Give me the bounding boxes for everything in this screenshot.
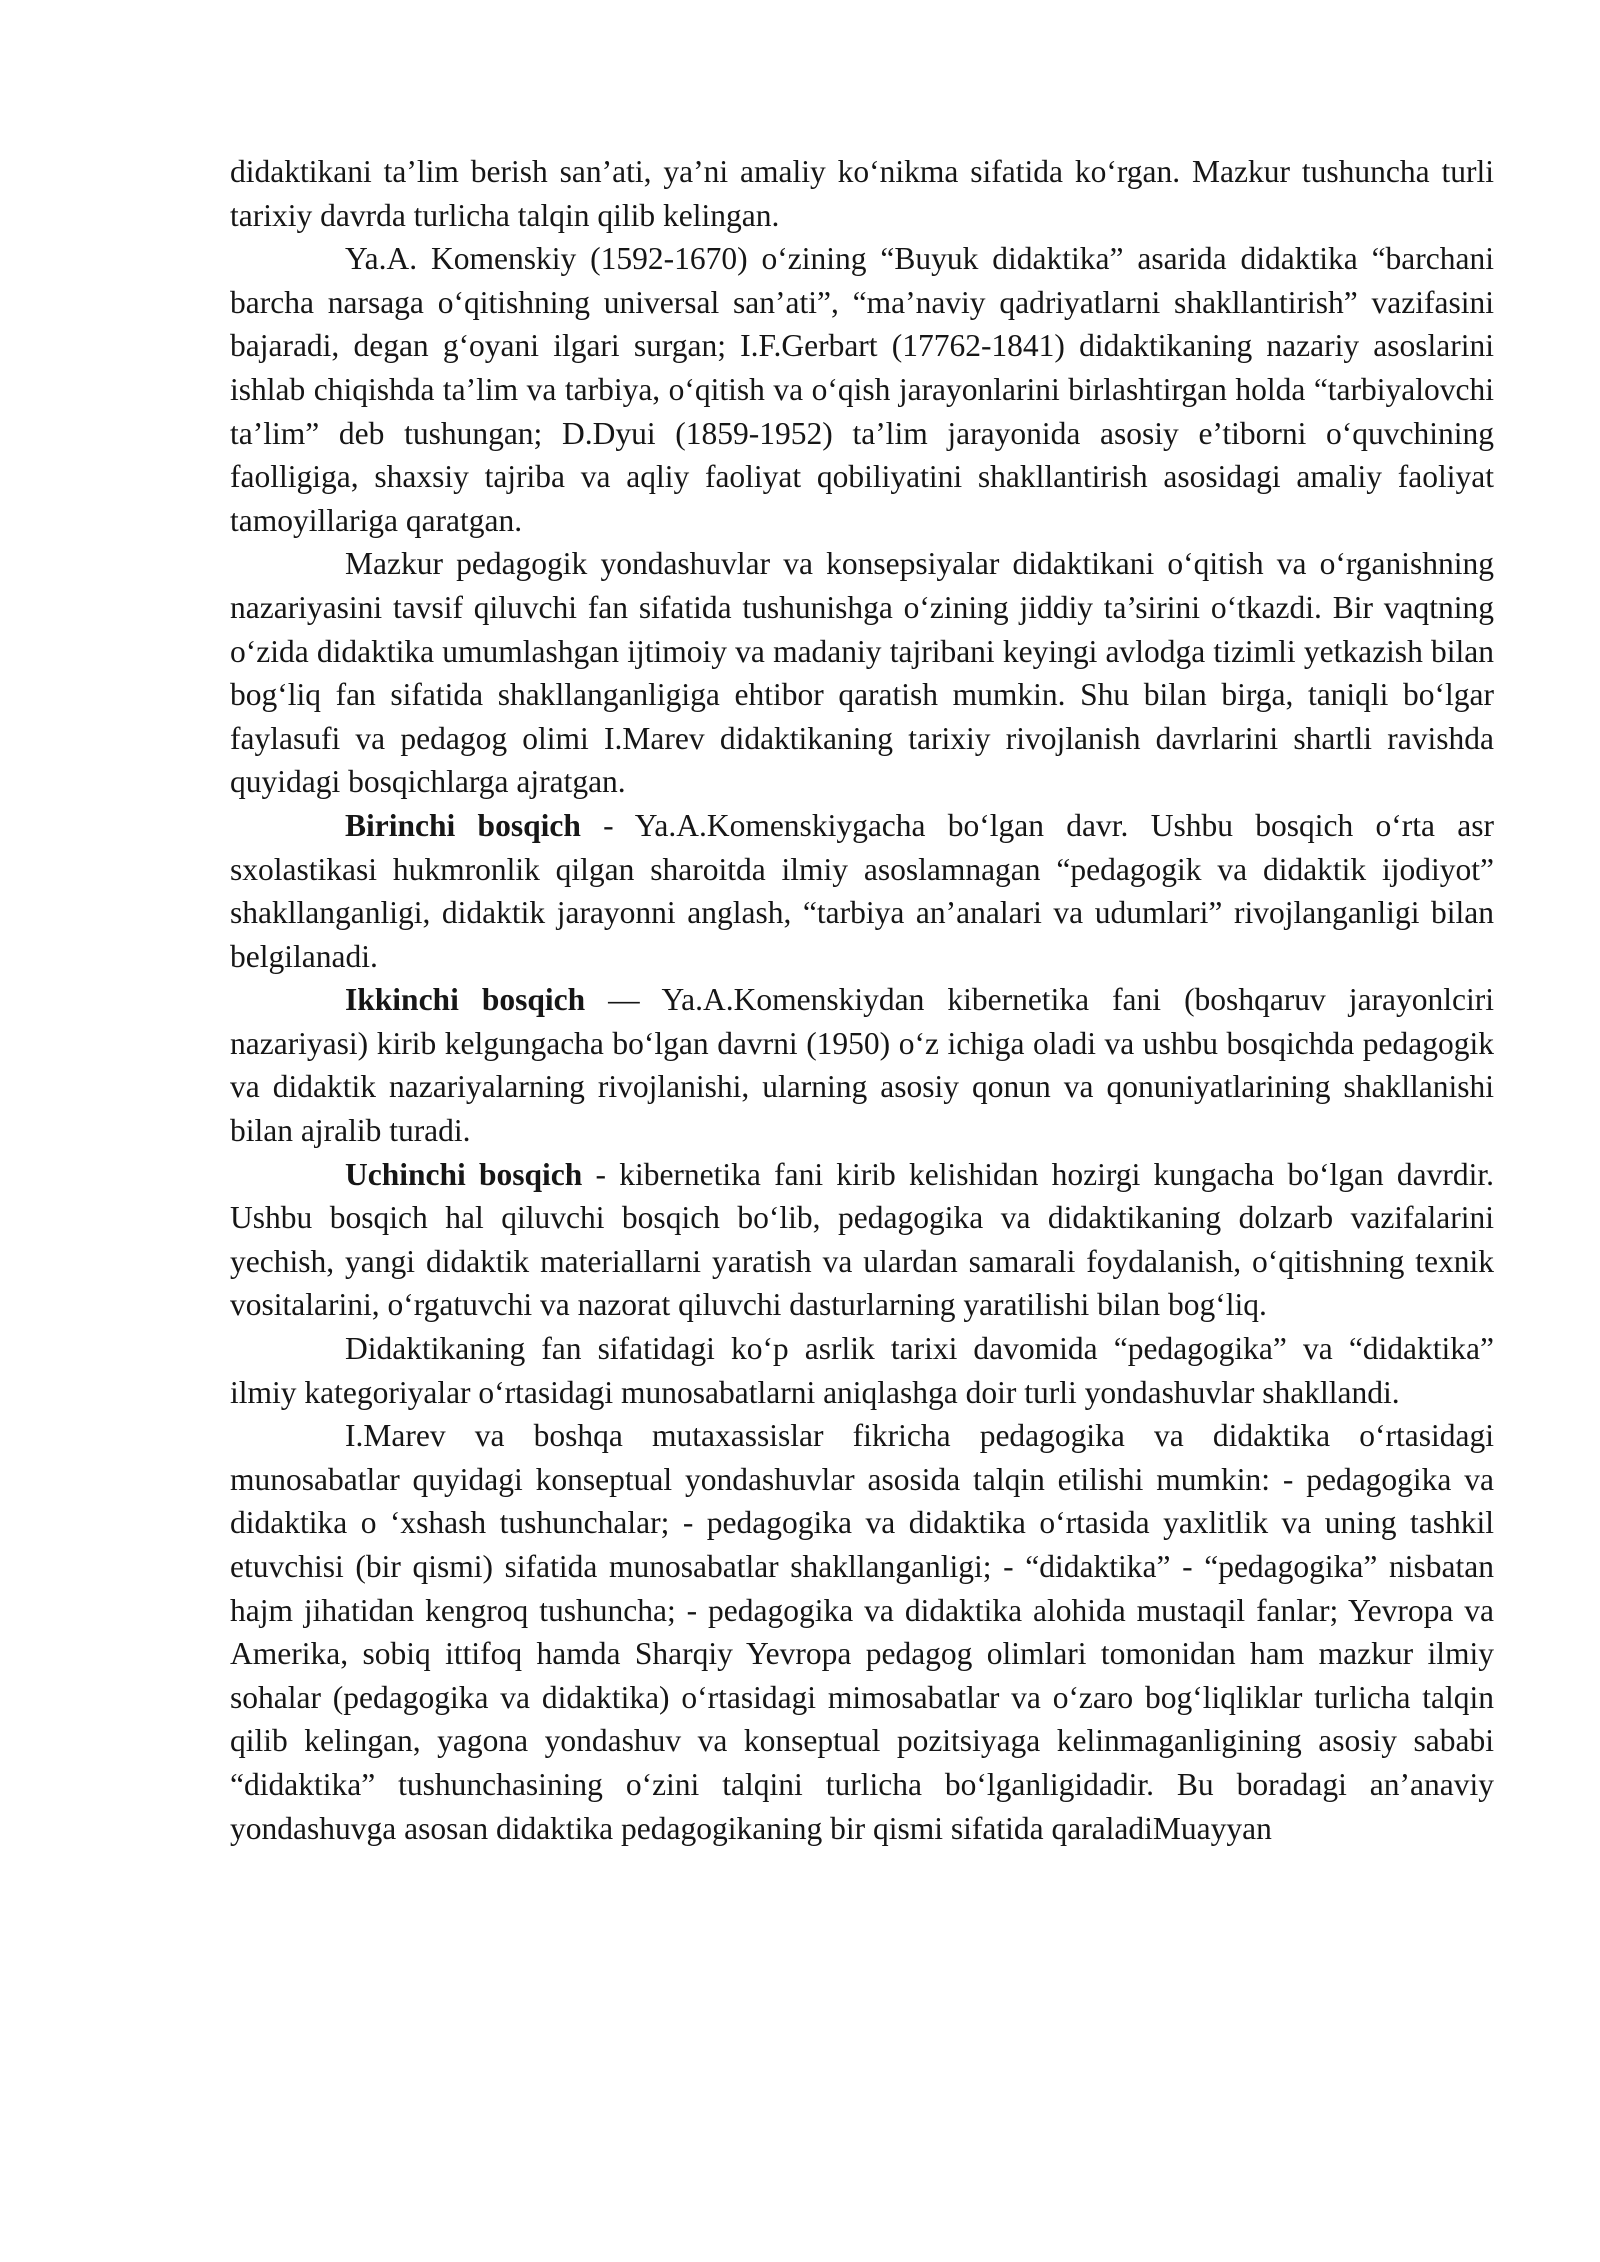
paragraph-text: Mazkur pedagogik yondashuvlar va konsepsiyalar didaktikani o‘qitish va o‘rganishning nazariyasini tavsif qiluvchi fan sifatida tushunishga o‘zining jiddiy ta’sirini o‘tkazdi. Bir vaqtning o‘zida didaktika umumlashgan ijtimoiy va madaniy tajribani keyingi avlodga tizimli yetkazish bilan bog‘liq fan sifatida shakllanganligiga ehtibor qaratish mumkin. Shu bilan birga, taniqli bo‘lgar faylasufi va pedagog olimi I.Marev didaktikaning tarixiy rivojlanish davrlarini shartli ravishda quyidagi bosqichlarga ajratgan. — [230, 546, 1494, 800]
stage-heading: Ikkinchi bosqich — [345, 982, 586, 1018]
paragraph-stage-one — [230, 804, 1494, 978]
paragraph-text: didaktikani ta’lim berish san’ati, ya’ni amaliy ko‘nikma sifatida ko‘rgan. Mazkur tushuncha turli tarixiy davrda turlicha talqin qilib kelingan. — [230, 154, 1494, 233]
paragraph-history — [230, 1327, 1494, 1414]
paragraph-stage-two — [230, 978, 1494, 1152]
document-page — [230, 150, 1494, 1850]
paragraph-text: Ya.A. Komenskiy (1592-1670) o‘zining “Buyuk didaktika” asarida didaktika “barchani barcha narsaga o‘qitishning universal san’ati”, “ma’naviy qadriyatlarni shakllantirish” vazifasini bajaradi, degan g‘oyani ilgari surgan; I.F.Gerbart (17762-1841) didaktikaning nazariy asoslarini ishlab chiqishda ta’lim va tarbiya, o‘qitish va o‘qish jarayonlarini birlashtirgan holda “tarbiyalovchi ta’lim” deb tushungan; D.Dyui (1859-1952) ta’lim jarayonida asosiy e’tiborni o‘quvchining faolligiga, shaxsiy tajriba va aqliy faoliyat qobiliyatini shakllantirish asosidagi amaliy faoliyat tamoyillariga qaratgan. — [230, 241, 1494, 538]
paragraph-text: - kibernetika fani kirib kelishidan hozirgi kungacha bo‘lgan davrdir. Ushbu bosqich hal qiluvchi bosqich bo‘lib, pedagogika va didaktikaning dolzarb vazifalarini yechish, yangi didaktik materiallarni yaratish va ulardan samarali foydalanish, o‘qitishning texnik vositalarini, o‘rgatuvchi va nazorat qiluvchi dasturlarning yaratilishi bilan bog‘liq. — [230, 1156, 1494, 1323]
paragraph-text: I.Marev va boshqa mutaxassislar fikricha pedagogika va didaktika o‘rtasidagi munosabatlar quyidagi konseptual yondashuvlar asosida talqin etilishi mumkin: - pedagogika va didaktika o ‘xshash tushunchalar; - pedagogika va didaktika o‘rtasida yaxlitlik va uning tashkil etuvchisi (bir qismi) sifatida munosabatlar shakllanganligi; - “didaktika” - “pedagogika” nisbatan hajm jihatidan kengroq tushuncha; - pedagogika va didaktika alohida mustaqil fanlar; Yevropa va Amerika, sobiq ittifoq hamda Sharqiy Yevropa pedagog olimlari tomonidan ham mazkur ilmiy sohalar (pedagogika va didaktika) o‘rtasidagi mimosabatlar va o‘zaro bog‘liqliklar turlicha talqin qilib kelingan, yagona yondashuv va konseptual pozitsiyaga kelinmaganligining asosiy sababi “didaktika” tushunchasining o‘zini talqini turlicha bo‘lganligidadir. Bu boradagi an’anaviy yondashuvga asosan didaktika pedagogikaning bir qismi sifatida qaraladiMuayyan — [230, 1418, 1494, 1846]
paragraph-komenskiy — [230, 237, 1494, 542]
paragraph-intro — [230, 150, 1494, 237]
stage-heading: Uchinchi bosqich — [345, 1156, 583, 1192]
paragraph-approaches — [230, 542, 1494, 804]
paragraph-marev — [230, 1414, 1494, 1850]
paragraph-text: Didaktikaning fan sifatidagi ko‘p asrlik tarixi davomida “pedagogika” va “didaktika” ilmiy kategoriyalar o‘rtasidagi munosabatlarni aniqlashga doir turli yondashuvlar shakllandi. — [230, 1331, 1494, 1410]
stage-heading: Birinchi bosqich — [345, 807, 581, 843]
paragraph-text: - Ya.A.Komenskiygacha bo‘lgan davr. Ushbu bosqich o‘rta asr sxolastikasi hukmronlik qilgan sharoitda ilmiy asoslamnagan “pedagogik va didaktik ijodiyot” shakllanganligi, didaktik jarayonni anglash, “tarbiya an’analari va udumlari” rivojlanganligi bilan belgilanadi. — [230, 807, 1494, 974]
paragraph-text: — Ya.A.Komenskiydan kibernetika fani (boshqaruv jarayonlciri nazariyasi) kirib kelgungacha bo‘lgan davrni (1950) o‘z ichiga oladi va ushbu bosqichda pedagogik va didaktik nazariyalarning rivojlanishi, ularning asosiy qonun va qonuniyatlarining shakllanishi bilan ajralib turadi. — [230, 982, 1494, 1149]
paragraph-stage-three — [230, 1153, 1494, 1327]
